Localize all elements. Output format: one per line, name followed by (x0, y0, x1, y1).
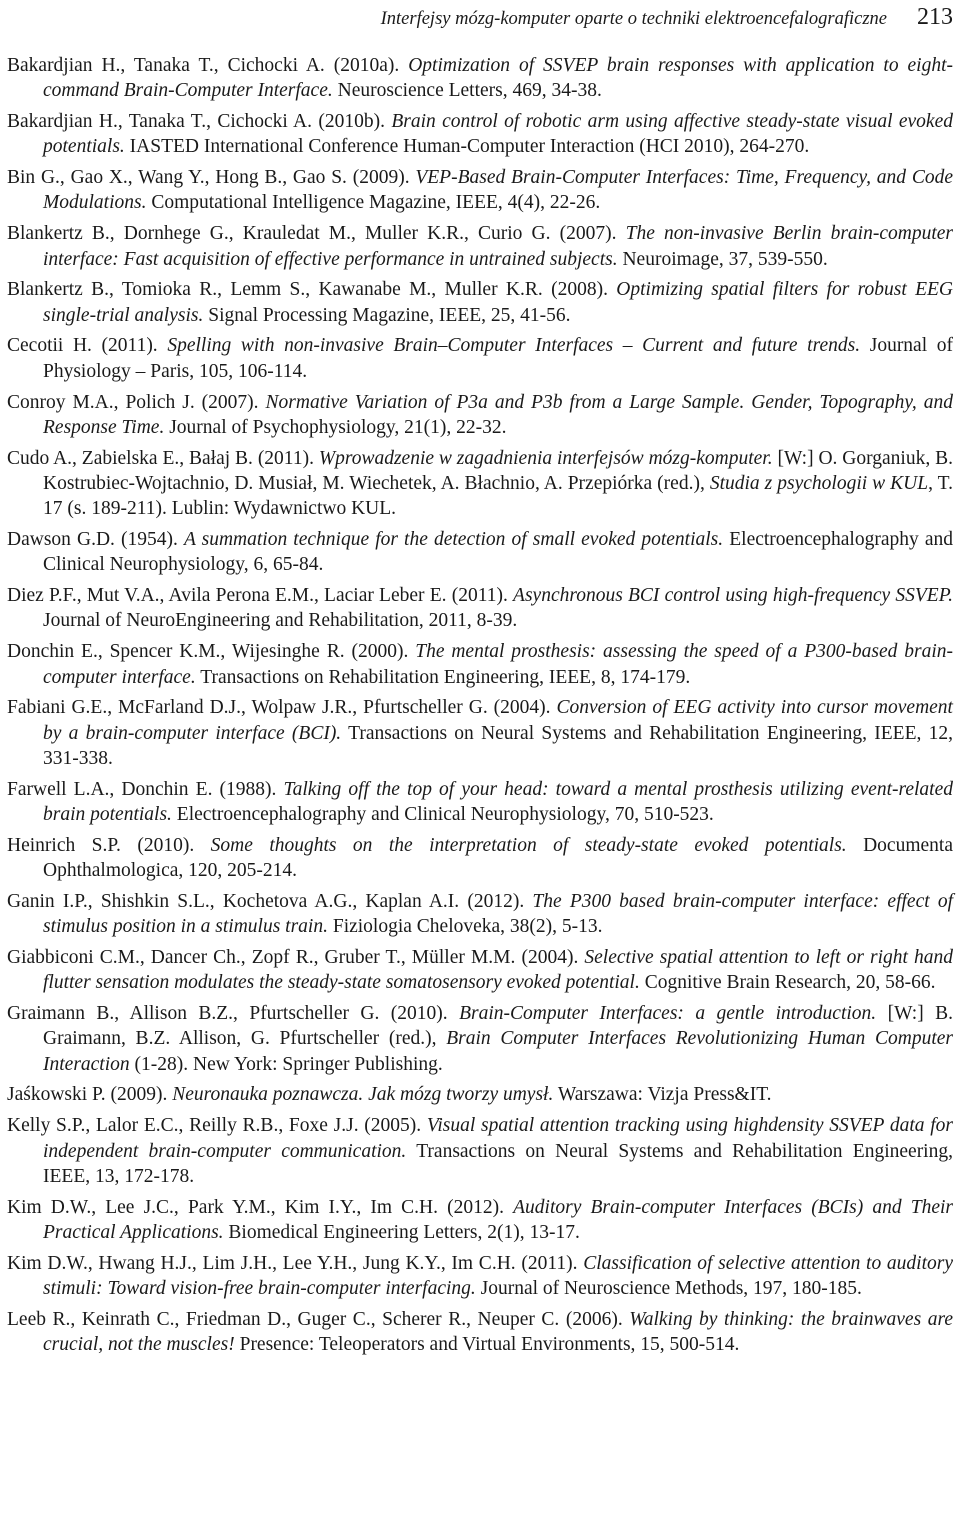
reference-source: Documenta Ophthalmologica, 120, 205-214. (43, 834, 953, 882)
running-header-title: Interfejsy mózg-komputer oparte o techniki elektroencefalograficzne (380, 9, 887, 29)
reference-entry (7, 695, 953, 771)
reference-title: Conversion of EEG activity into cursor movement by a brain-computer interface (BCI). (43, 697, 953, 744)
reference-title: Auditory Brain-computer Interfaces (BCIs) and Their Practical Applications. (43, 1196, 954, 1243)
reference-entry (7, 527, 953, 578)
reference-entry (7, 583, 953, 634)
page-number: 213 (917, 4, 953, 30)
reference-entry (7, 221, 953, 272)
reference-entry (7, 165, 953, 216)
reference-authors: Bin G., Gao X., Wang Y., Hong B., Gao S. (2009). (7, 167, 416, 189)
reference-authors: Giabbiconi C.M., Dancer Ch., Zopf R., Gruber T., Müller M.M. (2004). (7, 947, 585, 968)
reference-authors: Fabiani G.E., McFarland D.J., Wolpaw J.R., Pfurtscheller G. (2004). (7, 697, 557, 719)
reference-source: Cognitive Brain Research, 20, 58-66. (639, 972, 936, 994)
reference-entry (7, 277, 953, 328)
reference-title: Visual spatial attention tracking using highdensity SSVEP data for independent brain-computer communication. (43, 1115, 953, 1162)
reference-list (7, 53, 953, 1363)
reference-authors: Dawson G.D. (1954). (7, 529, 184, 551)
reference-entry (7, 833, 953, 884)
reference-entry (7, 1113, 953, 1189)
reference-authors: Graimann B., Allison B.Z., Pfurtscheller G. (2010). (7, 1003, 460, 1025)
reference-entry (7, 333, 953, 384)
reference-authors: Heinrich S.P. (2010). (7, 834, 211, 856)
reference-title: Asynchronous BCI control using high-frequency SSVEP. (513, 585, 953, 607)
reference-title: Wprowadzenie w zagadnienia interfejsów mózg-komputer. (318, 447, 773, 469)
reference-book-source: , T. 17 (s. 189-211). Lublin: Wydawnictwo KUL. (43, 472, 953, 520)
reference-authors: Cudo A., Zabielska E., Bałaj B. (2011). (7, 447, 319, 469)
reference-title: Walking by thinking: the brainwaves are crucial, not the muscles! (43, 1308, 953, 1356)
reference-entry (7, 446, 953, 522)
reference-authors: Blankertz B., Tomioka R., Lemm S., Kawanabe M., Muller K.R. (2008). (7, 279, 617, 301)
reference-title: The P300 based brain-computer interface: effect of stimulus position in a stimulus train. (43, 890, 953, 938)
reference-title: A summation technique for the detection of small evoked potentials. (183, 529, 724, 551)
reference-authors: Diez P.F., Mut V.A., Avila Perona E.M., Laciar Leber E. (2011). (7, 585, 514, 607)
reference-entry (7, 1195, 953, 1246)
reference-title: VEP-Based Brain-Computer Interfaces: Time, Frequency, and Code Modulations. (43, 167, 953, 214)
reference-entry (7, 777, 953, 828)
reference-title: Optimizing spatial filters for robust EEG single-trial analysis. (43, 279, 953, 326)
reference-source: Transactions on Neural Systems and Rehabilitation Engineering, IEEE, 12, 331-338. (43, 722, 953, 769)
reference-authors: Kim D.W., Hwang H.J., Lim J.H., Lee Y.H., Jung K.Y., Im C.H. (2011). (7, 1252, 584, 1274)
reference-source: IASTED International Conference Human-Computer Interaction (HCI 2010), 264-270. (124, 136, 810, 158)
reference-authors: Conroy M.A., Polich J. (2007). (7, 391, 266, 413)
reference-title: The non-invasive Berlin brain-computer interface: Fast acquisition of effective performance in untrained subjects. (43, 223, 953, 270)
reference-entry (7, 639, 953, 690)
reference-authors: Donchin E., Spencer K.M., Wijesinghe R. (2000). (7, 641, 416, 663)
reference-title: Talking off the top of your head: toward a mental prosthesis utilizing event-related brain potentials. (43, 778, 953, 826)
reference-entry (7, 53, 953, 104)
reference-source: Journal of Psychophysiology, 21(1), 22-32. (164, 416, 507, 438)
reference-authors: Bakardjian H., Tanaka T., Cichocki A. (2010b). (7, 111, 392, 133)
reference-source: [W:] B. Graimann, B.Z. Allison, G. Pfurtscheller (red.), (43, 1003, 954, 1050)
reference-title: Brain-Computer Interfaces: a gentle introduction. (459, 1003, 877, 1025)
reference-title: Optimization of SSVEP brain responses with application to eight-command Brain-Computer Interface. (43, 55, 953, 102)
reference-title: Spelling with non-invasive Brain–Computer Interfaces – Current and future trends. (167, 335, 861, 357)
reference-source: Electroencephalography and Clinical Neurophysiology, 6, 65-84. (43, 529, 953, 576)
reference-entry (7, 390, 953, 441)
reference-title: Some thoughts on the interpretation of steady-state evoked potentials. (210, 834, 847, 856)
running-header (0, 4, 953, 30)
reference-source: [W:] O. Gorganiuk, B. Kostrubiec-Wojtachnio, D. Musiał, M. Wiechetek, A. Błachnio, A. Przepiórka (red.), (43, 447, 953, 494)
reference-entry (7, 1082, 953, 1107)
reference-source: Journal of Physiology – Paris, 105, 106-114. (43, 335, 954, 382)
reference-entry (7, 1307, 953, 1358)
reference-entry (7, 1001, 953, 1077)
reference-title: Selective spatial attention to left or right hand flutter sensation modulates the steady-state somatosensory evoked potential. (43, 947, 953, 994)
reference-source: Warszawa: Vizja Press&IT. (553, 1084, 772, 1106)
reference-entry (7, 1251, 953, 1302)
reference-source: Biomedical Engineering Letters, 2(1), 13-17. (223, 1221, 580, 1243)
reference-title: The mental prosthesis: assessing the speed of a P300-based brain-computer interface. (43, 641, 953, 688)
reference-authors: Jaśkowski P. (2009). (7, 1084, 173, 1106)
reference-title: Brain control of robotic arm using affective steady-state visual evoked potentials. (43, 111, 953, 158)
reference-source: Electroencephalography and Clinical Neurophysiology, 70, 510-523. (171, 804, 714, 826)
reference-authors: Ganin I.P., Shishkin S.L., Kochetova A.G., Kaplan A.I. (2012). (7, 890, 533, 912)
reference-source: Transactions on Neural Systems and Rehabilitation Engineering, IEEE, 13, 172-178. (43, 1140, 953, 1187)
reference-book-title: Studia z psychologii w KUL (709, 472, 929, 494)
reference-source: Neuroscience Letters, 469, 34-38. (332, 80, 602, 102)
reference-authors: Farwell L.A., Donchin E. (1988). (7, 778, 284, 800)
reference-source: Neuroimage, 37, 539-550. (617, 248, 828, 270)
reference-source: Signal Processing Magazine, IEEE, 25, 41-56. (203, 304, 571, 326)
reference-book-source: (1-28). New York: Springer Publishing. (129, 1053, 443, 1075)
reference-source: Fiziologia Cheloveka, 38(2), 5-13. (327, 916, 603, 938)
reference-source: Presence: Teleoperators and Virtual Environments, 15, 500-514. (234, 1334, 740, 1356)
reference-entry (7, 945, 953, 996)
reference-source: Computational Intelligence Magazine, IEEE, 4(4), 22-26. (146, 192, 601, 214)
reference-authors: Bakardjian H., Tanaka T., Cichocki A. (2010a). (7, 55, 409, 76)
reference-source: Transactions on Rehabilitation Engineering, IEEE, 8, 174-179. (195, 666, 691, 688)
reference-title: Classification of selective attention to auditory stimuli: Toward vision-free brain-computer interfacing. (43, 1252, 953, 1300)
reference-authors: Cecotii H. (2011). (7, 335, 168, 357)
reference-source: Journal of NeuroEngineering and Rehabilitation, 2011, 8-39. (43, 610, 518, 632)
reference-title: Normative Variation of P3a and P3b from a Large Sample. Gender, Topography, and Response Time. (43, 391, 953, 438)
reference-authors: Leeb R., Keinrath C., Friedman D., Guger C., Scherer R., Neuper C. (2006). (7, 1308, 630, 1330)
reference-title: Neuronauka poznawcza. Jak mózg tworzy umysł. (172, 1084, 554, 1106)
reference-authors: Kelly S.P., Lalor E.C., Reilly R.B., Foxe J.J. (2005). (7, 1115, 427, 1137)
reference-book-title: Brain Computer Interfaces Revolutionizing Human Computer Interaction (43, 1028, 953, 1075)
reference-source: Journal of Neuroscience Methods, 197, 180-185. (475, 1278, 862, 1300)
reference-entry (7, 109, 953, 160)
reference-entry (7, 889, 953, 940)
reference-authors: Kim D.W., Lee J.C., Park Y.M., Kim I.Y., Im C.H. (2012). (7, 1196, 514, 1218)
reference-authors: Blankertz B., Dornhege G., Krauledat M., Muller K.R., Curio G. (2007). (7, 223, 626, 245)
